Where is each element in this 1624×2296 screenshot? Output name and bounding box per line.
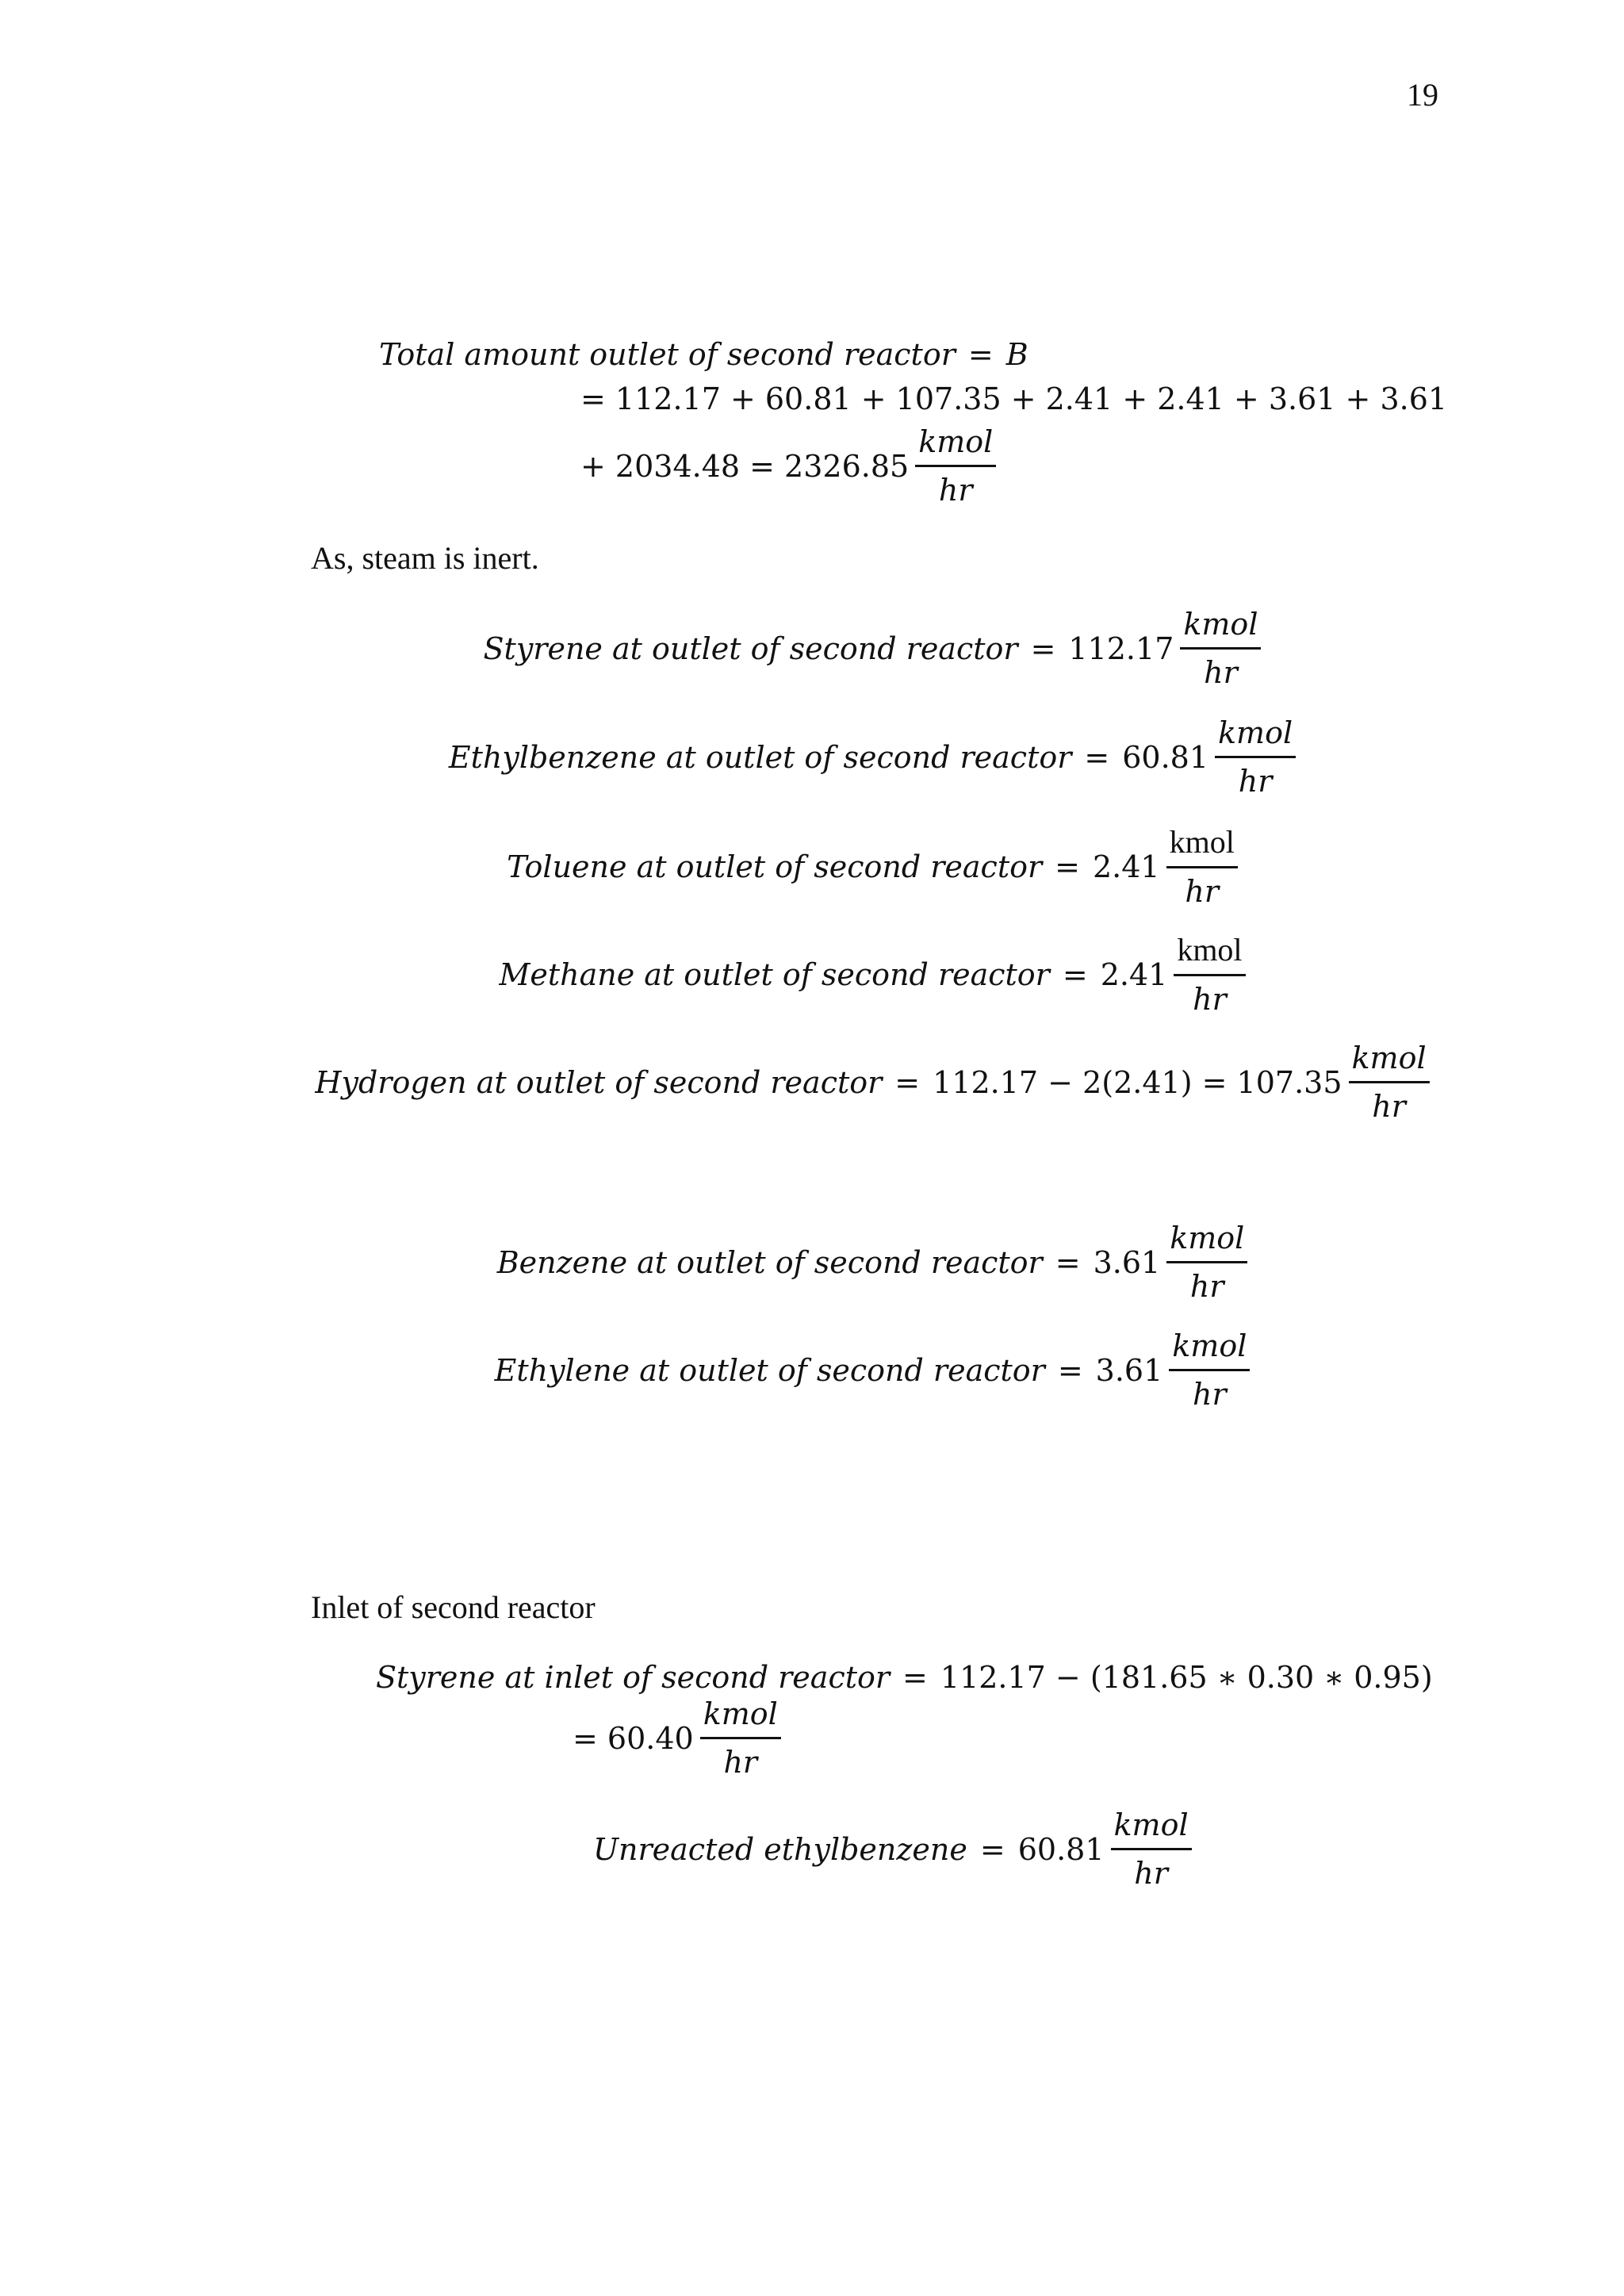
unit-fraction: $\frac{\text{kmol}}{hr}$	[1180, 609, 1261, 688]
inlet-heading: Inlet of second reactor	[311, 1589, 596, 1625]
outlet-equation: Toluene at outlet of second reactor = 2.41 $\frac{\text{kmol}}{hr}$	[507, 826, 1238, 907]
outlet-label: Ethylbenzene at outlet of second reactor	[448, 739, 1072, 775]
total-rhs: B	[1005, 337, 1028, 372]
steam-note: As, steam is inert.	[311, 540, 539, 576]
total-equation-line3	[580, 424, 996, 508]
outlet-label: Styrene at outlet of second reactor	[483, 631, 1018, 666]
unreacted-label: Unreacted ethylbenzene	[593, 1831, 967, 1867]
outlet-label: Benzene at outlet of second reactor	[496, 1244, 1043, 1280]
outlet-equation: Ethylbenzene at outlet of second reactor = 60.81 $\frac{\text{kmol}}{hr}$	[449, 718, 1296, 796]
outlet-value: 3.61	[1093, 1244, 1161, 1280]
outlet-label: Toluene at outlet of second reactor	[507, 849, 1043, 884]
total-result: + 2034.48 = 2326.85	[580, 448, 910, 484]
outlet-label: Ethylene at outlet of second reactor	[494, 1352, 1045, 1388]
outlet-value: 112.17	[1068, 631, 1174, 666]
inlet-styrene-line1: Styrene at inlet of second reactor = 112.17 − (181.65 ∗ 0.30 ∗ 0.95)	[376, 1660, 1433, 1695]
outlet-value: 2.41	[1100, 956, 1168, 992]
total-equation-line2	[580, 381, 1448, 416]
unit-fraction: $\frac{\text{kmol}}{hr}$	[1169, 1331, 1250, 1409]
outlet-equation: Benzene at outlet of second reactor = 3.61 $\frac{\text{kmol}}{hr}$	[497, 1223, 1248, 1301]
total-sum: = 112.17 + 60.81 + 107.35 + 2.41 + 2.41 + 3.61 + 3.61	[580, 381, 1448, 416]
page-number: 19	[1407, 77, 1438, 113]
outlet-value: 60.81	[1122, 739, 1209, 775]
unit-fraction: $\frac{\text{kmol}}{hr}$	[700, 1699, 781, 1777]
outlet-equation: Ethylene at outlet of second reactor = 3.61 $\frac{\text{kmol}}{hr}$	[495, 1331, 1251, 1409]
unit-fraction: $\frac{\text{kmol}}{hr}$	[1166, 826, 1238, 907]
inlet-styrene-expr: 112.17 − (181.65 ∗ 0.30 ∗ 0.95)	[940, 1660, 1433, 1695]
outlet-expression: 112.17 − 2(2.41) =	[933, 1064, 1237, 1100]
inlet-styrene-label: Styrene at inlet of second reactor	[376, 1660, 891, 1695]
unreacted-value: 60.81	[1017, 1831, 1105, 1867]
unreacted-equation: Unreacted ethylbenzene = 60.81 $\frac{\text{kmol}}{hr}$	[593, 1810, 1192, 1888]
unit-fraction: $\frac{\text{kmol}}{hr}$	[1166, 1223, 1247, 1301]
outlet-value: 107.35	[1236, 1064, 1342, 1100]
outlet-label: Hydrogen at outlet of second reactor	[315, 1064, 883, 1100]
total-equation-line1: Total amount outlet of second reactor = B	[379, 337, 1028, 372]
outlet-value: 2.41	[1093, 849, 1160, 884]
unit-fraction: $\frac{\text{kmol}}{hr}$	[915, 427, 996, 505]
inlet-styrene-result: = 60.40	[573, 1720, 694, 1756]
outlet-equation: Styrene at outlet of second reactor = 112.17 $\frac{\text{kmol}}{hr}$	[484, 609, 1262, 688]
inlet-styrene-line2	[573, 1696, 781, 1780]
outlet-value: 3.61	[1095, 1352, 1163, 1388]
unit-fraction: $\frac{\text{kmol}}{hr}$	[1111, 1810, 1192, 1888]
outlet-label: Methane at outlet of second reactor	[499, 956, 1050, 992]
unit-fraction: $\frac{\text{kmol}}{hr}$	[1349, 1043, 1430, 1121]
unit-fraction: $\frac{\text{kmol}}{hr}$	[1215, 718, 1296, 796]
outlet-equation: Methane at outlet of second reactor = 2.41 $\frac{\text{kmol}}{hr}$	[499, 934, 1245, 1014]
outlet-equation: Hydrogen at outlet of second reactor = 112.17 − 2(2.41) = 107.35 $\frac{\text{kmol}}{hr}$	[315, 1043, 1429, 1121]
unit-fraction: $\frac{\text{kmol}}{hr}$	[1174, 934, 1245, 1014]
total-label: Total amount outlet of second reactor	[379, 337, 956, 372]
